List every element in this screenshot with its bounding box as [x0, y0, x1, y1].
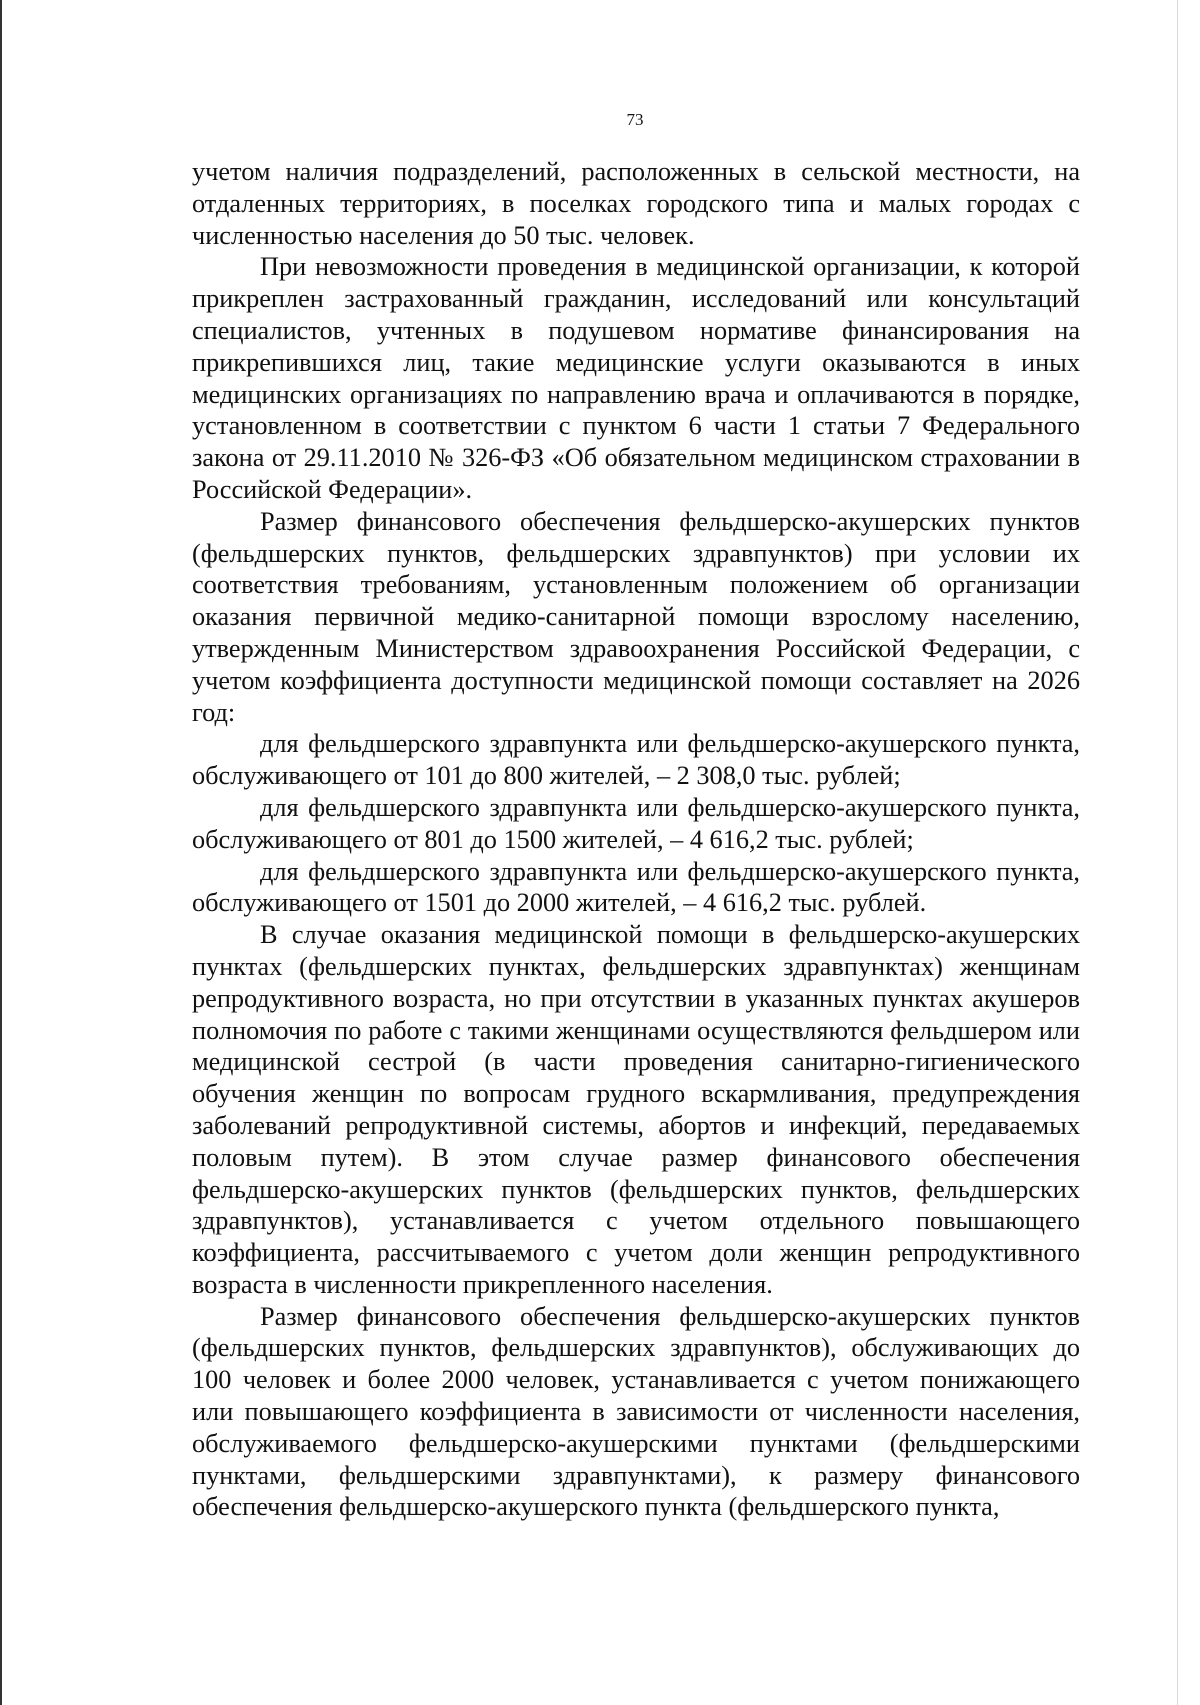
- list-item-101-800: для фельдшерского здравпункта или фельдшерско-акушерского пункта, обслуживающего от 101 до 800 жителей, – 2 308,0 тыс. рублей;: [192, 729, 1080, 791]
- paragraph-continuation: учетом наличия подразделений, расположенных в сельской местности, на отдаленных территориях, в поселках городского типа и малых городах с численностью населения до 50 тыс. человек.: [192, 157, 1080, 250]
- list-item-1501-2000: для фельдшерского здравпункта или фельдшерско-акушерского пункта, обслуживающего от 1501 до 2000 жителей, – 4 616,2 тыс. рублей.: [192, 856, 1080, 918]
- paragraph-fap-financing: Размер финансового обеспечения фельдшерско-акушерских пунктов (фельдшерских пунктов, фельдшерских здравпунктов) при условии их соответствия требованиям, установленным положением об организации оказания первичной медико-санитарной помощи взрослому населению, утвержденным Министерством здравоохранения Российской Федерации, с учетом коэффициента доступности медицинской помощи составляет на 2026 год:: [192, 506, 1080, 727]
- paragraph-reproductive-age: В случае оказания медицинской помощи в фельдшерско-акушерских пунктах (фельдшерских пунктах, фельдшерских здравпунктах) женщинам репродуктивного возраста, но при отсутствии в указанных пунктах акушеров полномочия по работе с такими женщинами осуществляются фельдшером или медицинской сестрой (в части проведения санитарно-гигиенического обучения женщин по вопросам грудного вскармливания, предупреждения заболеваний репродуктивной системы, абортов и инфекций, передаваемых половым путем). В этом случае размер финансового обеспечения фельдшерско-акушерских пунктов (фельдшерских пунктов, фельдшерских здравпунктов), устанавливается с учетом отдельного повышающего коэффициента, рассчитываемого с учетом доли женщин репродуктивного возраста в численности прикрепленного населения.: [192, 920, 1080, 1299]
- document-body: [192, 156, 1080, 1523]
- scan-edge-left: [0, 0, 2, 1705]
- paragraph-coefficient: Размер финансового обеспечения фельдшерско-акушерских пунктов (фельдшерских пунктов, фельдшерских здравпунктов), обслуживающих до 100 человек и более 2000 человек, устанавливается с учетом понижающего или повышающего коэффициента в зависимости от численности населения, обслуживаемого фельдшерско-акушерскими пунктами (фельдшерскими пунктами, фельдшерскими здравпунктами), к размеру финансового обеспечения фельдшерско-акушерского пункта (фельдшерского пункта,: [192, 1301, 1080, 1522]
- page-number: 73: [626, 110, 644, 129]
- scan-edge-right: [1177, 0, 1178, 1705]
- list-item-801-1500: для фельдшерского здравпункта или фельдшерско-акушерского пункта, обслуживающего от 801 до 1500 жителей, – 4 616,2 тыс. рублей;: [192, 792, 1080, 854]
- paragraph-referral-services: При невозможности проведения в медицинской организации, к которой прикреплен застрахованный гражданин, исследований или консультаций специалистов, учтенных в подушевом нормативе финансирования на прикрепившихся лиц, такие медицинские услуги оказываются в иных медицинских организациях по направлению врача и оплачиваются в порядке, установленном в соответствии с пунктом 6 части 1 статьи 7 Федерального закона от 29.11.2010 № 326-ФЗ «Об обязательном медицинском страховании в Российской Федерации».: [192, 252, 1080, 504]
